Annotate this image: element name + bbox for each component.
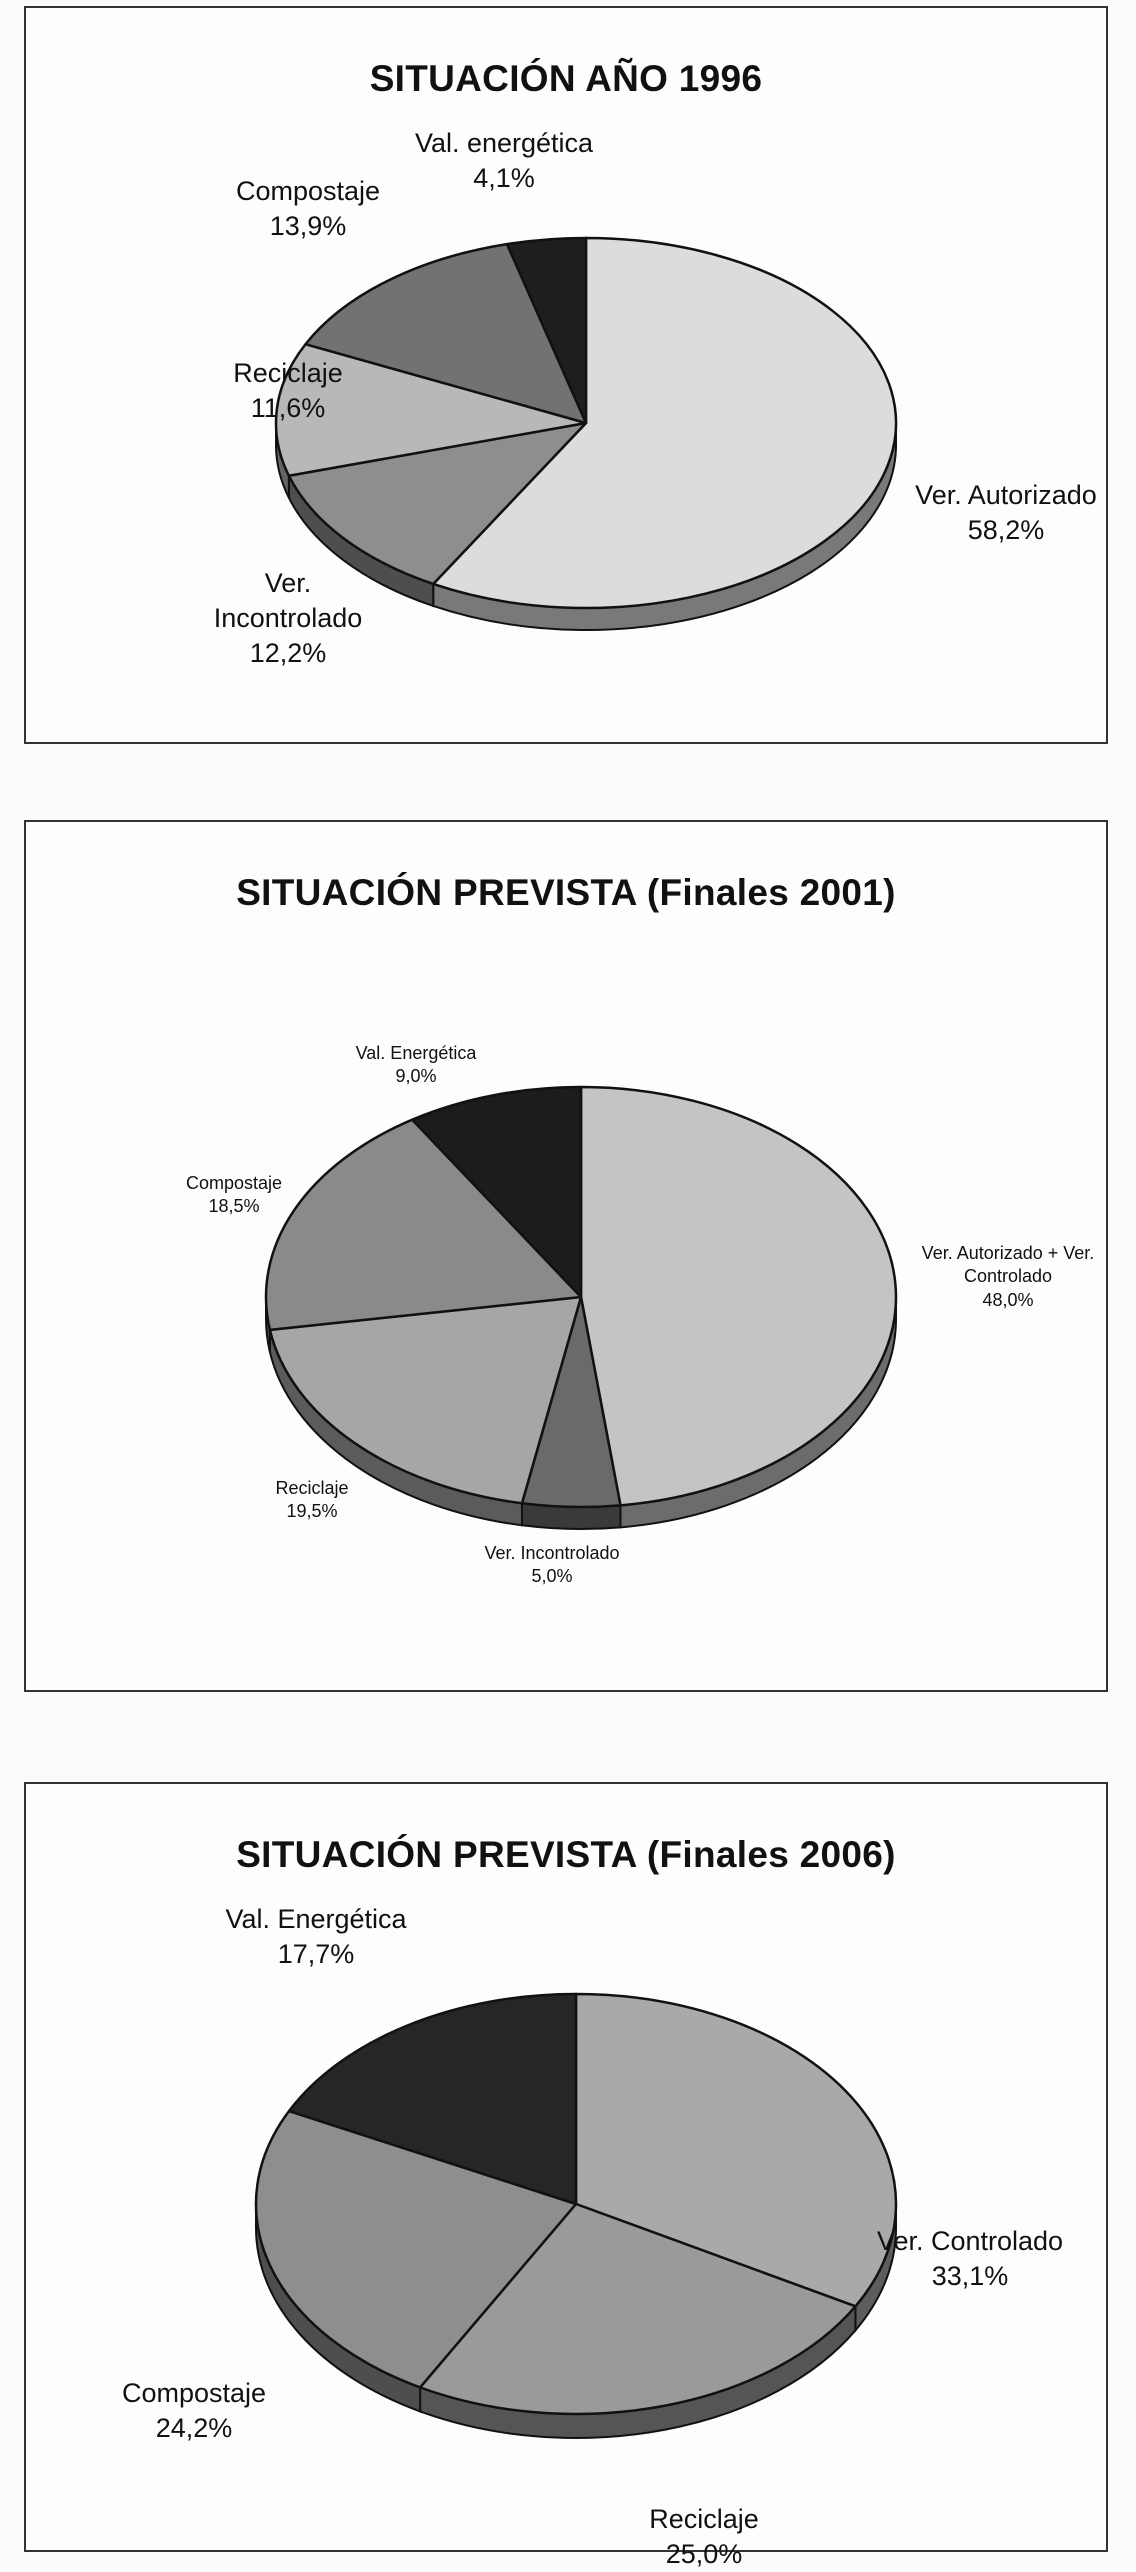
slice-label-2 bbox=[122, 2376, 266, 2446]
slice-label-text: Compostaje bbox=[235, 176, 381, 206]
slice-value-label: 17,7% bbox=[277, 1939, 355, 1970]
slice-value-label: 58,2% bbox=[967, 515, 1045, 546]
slice-label-text: Val. Energética bbox=[355, 1043, 477, 1063]
slice-label-text: Ver. Autorizado bbox=[915, 480, 1097, 510]
slice-value-label: 4,1% bbox=[473, 163, 535, 194]
pie-chart-1996 bbox=[26, 8, 1110, 746]
slice-label-1 bbox=[214, 566, 363, 671]
slice-label-text: Reciclaje bbox=[275, 1478, 349, 1498]
slice-label-text: Ver. Incontrolado bbox=[484, 1543, 620, 1563]
slice-value-label: 33,1% bbox=[931, 2261, 1009, 2292]
slice-label-text: Ver. bbox=[264, 568, 312, 598]
slice-value-label: 13,9% bbox=[269, 211, 347, 242]
chart-title: SITUACIÓN PREVISTA (Finales 2001) bbox=[236, 872, 896, 913]
slice-label-text: Val. Energética bbox=[225, 1904, 407, 1934]
pie-slice-0 bbox=[581, 1087, 896, 1505]
slice-label-4 bbox=[415, 126, 593, 196]
chart-title: SITUACIÓN PREVISTA (Finales 2006) bbox=[236, 1834, 896, 1875]
slice-label-3 bbox=[225, 1902, 406, 1972]
slice-value-label: 18,5% bbox=[208, 1196, 260, 1217]
slice-value-label: 5,0% bbox=[531, 1566, 573, 1587]
slice-label-text: Ver. Controlado bbox=[876, 2226, 1064, 2256]
slice-label-0 bbox=[922, 1242, 1095, 1312]
chart-panel-2001 bbox=[24, 820, 1108, 1692]
slice-label-3 bbox=[236, 174, 380, 244]
slice-label-text: Ver. Autorizado + Ver. bbox=[921, 1243, 1095, 1263]
chart-panel-1996 bbox=[24, 6, 1108, 744]
slice-label-text: Controlado bbox=[963, 1266, 1053, 1287]
slice-value-label: 12,2% bbox=[249, 638, 327, 669]
slice-label-2 bbox=[233, 356, 343, 426]
slice-label-0 bbox=[877, 2224, 1063, 2294]
slice-value-label: 24,2% bbox=[155, 2413, 233, 2444]
slice-label-text: Compostaje bbox=[121, 2378, 267, 2408]
slice-label-text: Incontrolado bbox=[213, 603, 363, 634]
slice-label-3 bbox=[186, 1172, 282, 1219]
slice-label-text: Compostaje bbox=[185, 1173, 283, 1193]
slice-label-4 bbox=[356, 1042, 477, 1089]
slice-label-2 bbox=[275, 1477, 348, 1524]
chart-panel-2006 bbox=[24, 1782, 1108, 2570]
slice-label-0 bbox=[915, 478, 1097, 548]
slice-label-text: Reciclaje bbox=[649, 2504, 759, 2534]
slice-label-text: Reciclaje bbox=[233, 358, 343, 388]
slice-label-text: Val. energética bbox=[414, 128, 594, 158]
chart-title: SITUACIÓN AÑO 1996 bbox=[369, 58, 763, 99]
slice-value-label: 25,0% bbox=[665, 2539, 743, 2570]
slice-value-label: 19,5% bbox=[286, 1501, 338, 1522]
slice-value-label: 48,0% bbox=[982, 1289, 1034, 1310]
slice-value-label: 9,0% bbox=[395, 1066, 437, 1087]
slice-label-1 bbox=[484, 1542, 619, 1589]
slice-value-label: 11,6% bbox=[250, 393, 326, 424]
slice-label-1 bbox=[649, 2502, 759, 2572]
